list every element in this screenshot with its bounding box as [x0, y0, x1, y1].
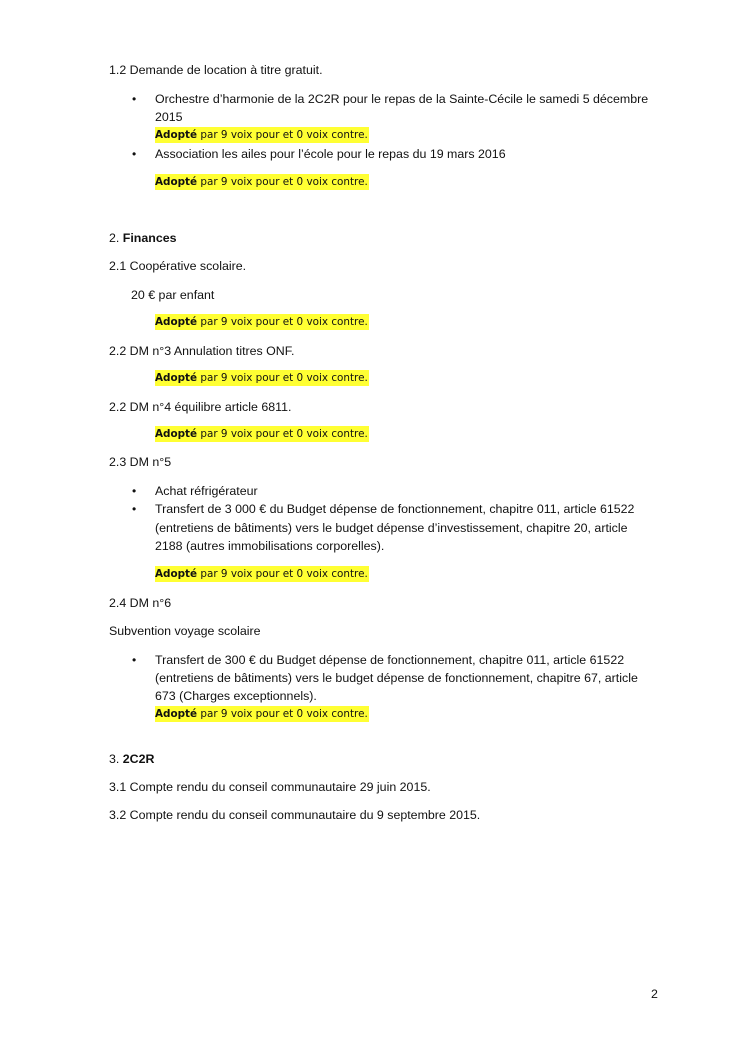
- section-2-3-heading: 2.3 DM n°5: [109, 455, 172, 469]
- section-3-1: 3.1 Compte rendu du conseil communautaire 29 juin 2015.: [109, 780, 431, 794]
- s2-3-item2-line2: (entretiens de bâtiments) vers le budget dépense d’investissement, chapitre 20, article: [155, 521, 628, 535]
- bullet-icon: •: [132, 92, 137, 106]
- page-number: 2: [651, 987, 658, 1001]
- section-2-title: Finances: [122, 231, 177, 245]
- vote-keyword: Adopté: [155, 428, 198, 440]
- s1-2-item2: Association les ailes pour l’école pour le repas du 19 mars 2016: [155, 147, 506, 161]
- vote-keyword: Adopté: [155, 568, 198, 580]
- s2-4-item-line2: (entretiens de bâtiments) vers le budget dépense de fonctionnement, chapitre 67, article: [155, 671, 638, 685]
- bullet-icon: •: [132, 147, 137, 161]
- vote-rest: par 9 voix pour et 0 voix contre.: [197, 428, 368, 440]
- vote-result: [155, 370, 369, 386]
- section-3-number: 3.: [109, 752, 123, 766]
- vote-result: [155, 127, 369, 143]
- section-2-number: 2.: [109, 231, 123, 245]
- vote-rest: par 9 voix pour et 0 voix contre.: [197, 708, 368, 720]
- section-2-1-detail: 20 € par enfant: [131, 288, 215, 302]
- section-2-1-heading: 2.1 Coopérative scolaire.: [109, 259, 247, 273]
- vote-rest: par 9 voix pour et 0 voix contre.: [197, 129, 368, 141]
- vote-rest: par 9 voix pour et 0 voix contre.: [197, 372, 368, 384]
- section-2-4-subtitle: Subvention voyage scolaire: [109, 624, 261, 638]
- vote-result: [155, 174, 369, 190]
- s1-2-item1-line2: 2015: [155, 110, 183, 124]
- section-2-heading: [109, 229, 177, 247]
- vote-result: [155, 426, 369, 442]
- vote-rest: par 9 voix pour et 0 voix contre.: [197, 176, 368, 188]
- bullet-icon: •: [132, 502, 137, 516]
- vote-keyword: Adopté: [155, 129, 198, 141]
- bullet-icon: •: [132, 653, 137, 667]
- section-2-2a-heading: 2.2 DM n°3 Annulation titres ONF.: [109, 344, 295, 358]
- vote-rest: par 9 voix pour et 0 voix contre.: [197, 316, 368, 328]
- bullet-icon: •: [132, 484, 137, 498]
- s1-2-item1-line1: Orchestre d’harmonie de la 2C2R pour le repas de la Sainte-Cécile le samedi 5 décembre: [155, 92, 649, 106]
- vote-keyword: Adopté: [155, 176, 198, 188]
- section-2-2b-heading: 2.2 DM n°4 équilibre article 6811.: [109, 400, 292, 414]
- s2-4-item-line3: 673 (Charges exceptionnels).: [155, 689, 317, 703]
- vote-rest: par 9 voix pour et 0 voix contre.: [197, 568, 368, 580]
- section-2-4-heading: 2.4 DM n°6: [109, 596, 172, 610]
- vote-keyword: Adopté: [155, 316, 198, 328]
- vote-keyword: Adopté: [155, 708, 198, 720]
- s2-3-item1: Achat réfrigérateur: [155, 484, 258, 498]
- section-3-2: 3.2 Compte rendu du conseil communautaire du 9 septembre 2015.: [109, 808, 481, 822]
- vote-result: [155, 706, 369, 722]
- section-3-heading: [109, 750, 154, 768]
- s2-3-item2-line1: Transfert de 3 000 € du Budget dépense de fonctionnement, chapitre 011, article 61522: [155, 502, 635, 516]
- section-3-title: 2C2R: [122, 752, 155, 766]
- s2-4-item-line1: Transfert de 300 € du Budget dépense de fonctionnement, chapitre 011, article 61522: [155, 653, 625, 667]
- vote-result: [155, 566, 369, 582]
- section-1-2-heading: 1.2 Demande de location à titre gratuit.: [109, 63, 323, 77]
- s2-3-item2-line3: 2188 (autres immobilisations corporelles).: [155, 539, 385, 553]
- vote-result: [155, 314, 369, 330]
- vote-keyword: Adopté: [155, 372, 198, 384]
